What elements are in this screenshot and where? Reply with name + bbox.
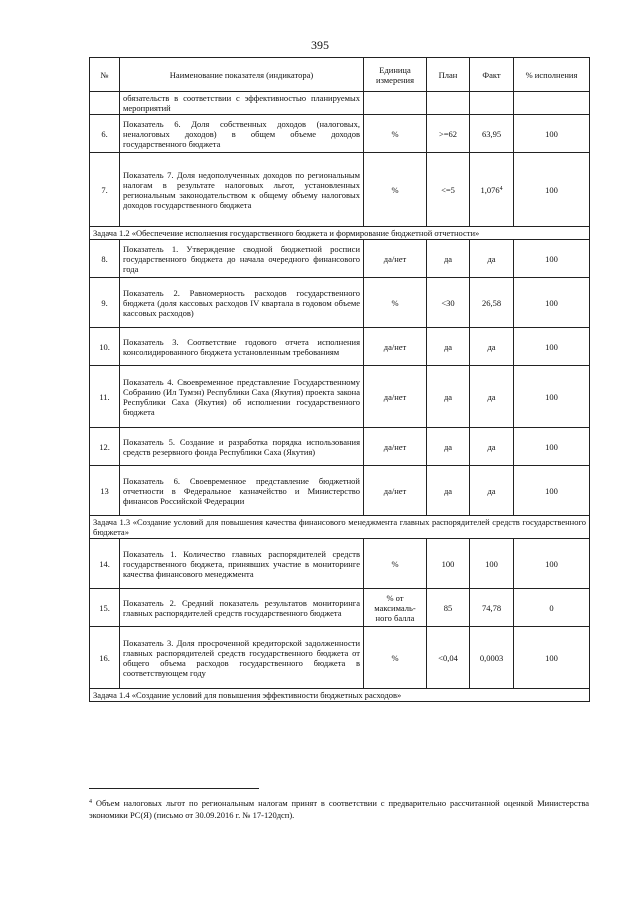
row-fact: 0,0003: [470, 627, 514, 689]
task-row: [90, 689, 590, 702]
fact-value: 1,076: [480, 184, 500, 195]
row-unit: да/нет: [364, 466, 427, 516]
row-unit: %: [364, 115, 427, 153]
task-row: [90, 516, 590, 539]
row-unit: %: [364, 627, 427, 689]
row-num: 13: [90, 466, 120, 516]
footnote-ref: 4: [499, 185, 503, 192]
row-unit: [364, 92, 427, 115]
table-row: [90, 589, 590, 627]
table-row: [90, 92, 590, 115]
row-pct: 100: [514, 539, 590, 589]
row-fact: да: [470, 466, 514, 516]
row-unit: %: [364, 153, 427, 227]
table-row: [90, 627, 590, 689]
row-plan: да: [427, 466, 470, 516]
table-header-row: [90, 58, 590, 92]
row-name: Показатель 2. Равномерность расходов государственного бюджета (доля кассовых расходов IV квартала в годовом объеме кассовых расходов): [120, 278, 364, 328]
table-row: [90, 115, 590, 153]
table-row: [90, 366, 590, 428]
row-fact: 26,58: [470, 278, 514, 328]
row-plan: <0,04: [427, 627, 470, 689]
task-heading: Задача 1.4 «Создание условий для повышения эффективности бюджетных расходов»: [90, 689, 590, 702]
row-num: 8.: [90, 240, 120, 278]
row-name: обязательств в соответствии с эффективностью планируемых мероприятий: [120, 92, 364, 115]
row-name: Показатель 3. Соответствие годового отчета исполнения консолидированного бюджета установленным требованиям: [120, 328, 364, 366]
row-plan: да: [427, 428, 470, 466]
row-pct: 100: [514, 240, 590, 278]
row-pct: 100: [514, 278, 590, 328]
row-pct: 100: [514, 466, 590, 516]
table-row: [90, 153, 590, 227]
row-pct: 100: [514, 328, 590, 366]
row-fact: 74,78: [470, 589, 514, 627]
row-plan: да: [427, 240, 470, 278]
row-plan: >=62: [427, 115, 470, 153]
row-unit: %: [364, 539, 427, 589]
row-pct: 100: [514, 153, 590, 227]
table-row: [90, 539, 590, 589]
table-row: [90, 278, 590, 328]
row-plan: да: [427, 366, 470, 428]
indicators-table: [89, 57, 590, 702]
row-name: Показатель 2. Средний показатель результатов мониторинга главных распорядителей средств государственного бюджета: [120, 589, 364, 627]
row-num: 6.: [90, 115, 120, 153]
row-name: Показатель 7. Доля недополученных доходов по региональным налогам в результате налоговых льгот, установленных региональным законодательством к общему объему налоговых доходов государственного бюджета: [120, 153, 364, 227]
header-unit: Единица измерения: [364, 58, 427, 92]
row-unit: %: [364, 278, 427, 328]
header-fact: Факт: [470, 58, 514, 92]
footnote-separator: [89, 788, 259, 789]
row-fact: 100: [470, 539, 514, 589]
row-num: 11.: [90, 366, 120, 428]
row-fact: да: [470, 428, 514, 466]
task-heading: Задача 1.2 «Обеспечение исполнения государственного бюджета и формирование бюджетной отчетности»: [90, 227, 590, 240]
task-heading: Задача 1.3 «Создание условий для повышения качества финансового менеджмента главных распорядителей средств государственного бюджета»: [90, 516, 590, 539]
header-name: Наименование показателя (индикатора): [120, 58, 364, 92]
table-row: [90, 428, 590, 466]
row-unit: да/нет: [364, 366, 427, 428]
row-unit: % от максималь-ного балла: [364, 589, 427, 627]
row-num: 10.: [90, 328, 120, 366]
row-num: 15.: [90, 589, 120, 627]
row-unit: да/нет: [364, 240, 427, 278]
header-plan: План: [427, 58, 470, 92]
table-row: [90, 328, 590, 366]
row-name: Показатель 6. Своевременное представление бюджетной отчетности в Федеральное казначейство и Министерство финансов Российской Федерации: [120, 466, 364, 516]
footnote: [89, 797, 589, 821]
row-num: 14.: [90, 539, 120, 589]
row-fact: 63,95: [470, 115, 514, 153]
table-row: [90, 240, 590, 278]
table-row: [90, 466, 590, 516]
header-num: №: [90, 58, 120, 92]
row-pct: 0: [514, 589, 590, 627]
row-plan: <=5: [427, 153, 470, 227]
row-name: Показатель 4. Своевременное представление Государственному Собранию (Ил Тумэн) Республики Саха (Якутия) проекта закона Республики Саха (Якутия) об исполнении государственного бюджета: [120, 366, 364, 428]
row-num: 7.: [90, 153, 120, 227]
row-name: Показатель 1. Утверждение сводной бюджетной росписи государственного бюджета до начала очередного финансового года: [120, 240, 364, 278]
row-num: 9.: [90, 278, 120, 328]
row-fact: [470, 92, 514, 115]
row-pct: 100: [514, 115, 590, 153]
header-pct: % исполнения: [514, 58, 590, 92]
row-plan: да: [427, 328, 470, 366]
row-fact: да: [470, 366, 514, 428]
footnote-text: Объем налоговых льгот по региональным налогам принят в соответствии с предварительно рассчитанной оценкой Министерства экономики РС(Я) (письмо от 30.09.2016 г. № 17-120дсп).: [89, 798, 590, 820]
row-name: Показатель 6. Доля собственных доходов (налоговых, неналоговых доходов) в общем объеме доходов государственного бюджета: [120, 115, 364, 153]
row-unit: да/нет: [364, 428, 427, 466]
row-pct: 100: [514, 627, 590, 689]
row-fact: да: [470, 328, 514, 366]
task-row: [90, 227, 590, 240]
row-num: [90, 92, 120, 115]
row-name: Показатель 1. Количество главных распорядителей средств государственного бюджета, принявших участие в мониторинге качества финансового менеджмента: [120, 539, 364, 589]
row-num: 16.: [90, 627, 120, 689]
row-name: Показатель 3. Доля просроченной кредиторской задолженности главных распорядителей средств государственного бюджета от общего объема расходов государственного бюджета в соответствующем году: [120, 627, 364, 689]
row-plan: <30: [427, 278, 470, 328]
row-pct: [514, 92, 590, 115]
row-num: 12.: [90, 428, 120, 466]
page-number: 395: [311, 38, 329, 52]
row-plan: 85: [427, 589, 470, 627]
row-pct: 100: [514, 366, 590, 428]
footnote-mark: 4: [89, 799, 92, 805]
row-plan: 100: [427, 539, 470, 589]
row-unit: да/нет: [364, 328, 427, 366]
row-plan: [427, 92, 470, 115]
row-fact: да: [470, 240, 514, 278]
row-name: Показатель 5. Создание и разработка порядка использования средств резервного фонда Республики Саха (Якутия): [120, 428, 364, 466]
row-fact: [470, 153, 514, 227]
row-pct: 100: [514, 428, 590, 466]
